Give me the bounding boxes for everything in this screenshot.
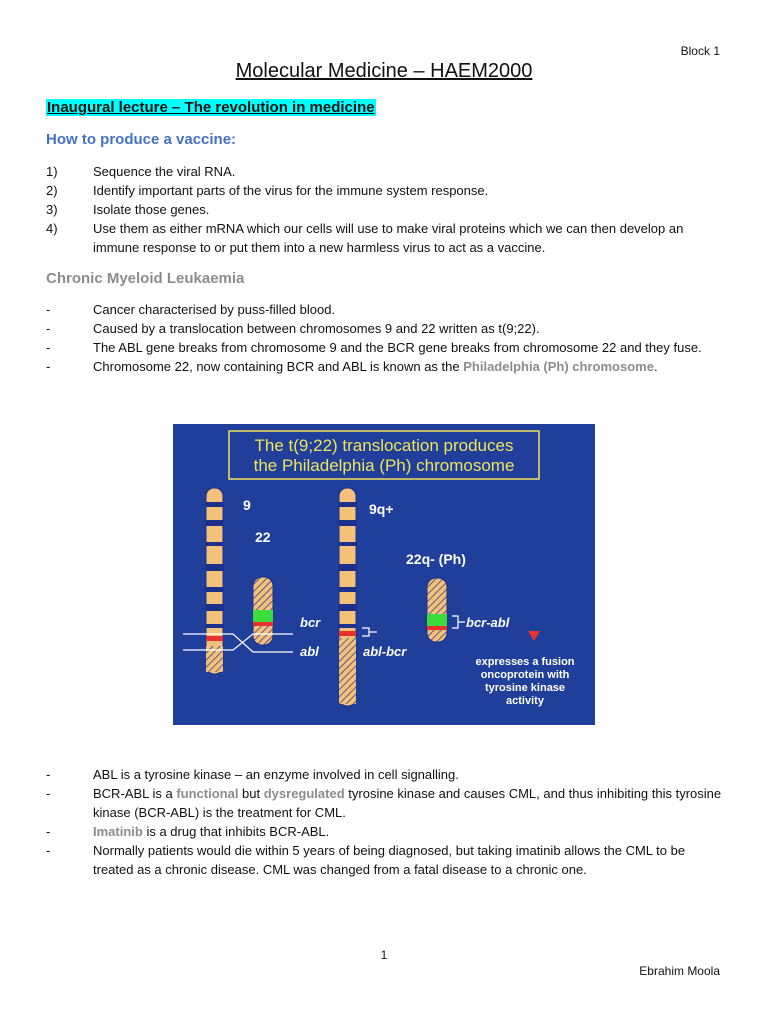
bullet-dash: - <box>46 843 51 858</box>
document-title: Molecular Medicine – HAEM2000 <box>235 60 533 82</box>
list-text: Caused by a translocation between chromosomes 9 and 22 written as t(9;22). <box>93 321 540 336</box>
functional-term: functional <box>176 786 239 801</box>
list-item <box>46 765 722 784</box>
list-text: Isolate those genes. <box>93 202 210 217</box>
block-label: Block 1 <box>680 44 720 58</box>
dysregulated-term: dysregulated <box>263 786 345 801</box>
list-text: Sequence the viral RNA. <box>93 164 236 179</box>
text-run: . <box>653 359 658 374</box>
list-item <box>46 357 722 376</box>
list-item <box>46 338 722 357</box>
figure-title-line1: The t(9;22) translocation produces <box>254 436 514 455</box>
list-item <box>46 181 722 200</box>
bullet-dash: - <box>46 824 51 839</box>
label-9q-plus: 9q+ <box>369 501 394 517</box>
philadelphia-chromosome <box>427 578 447 642</box>
label-abl-bcr: abl-bcr <box>363 644 407 659</box>
chromosome-9 <box>206 488 223 674</box>
fusion-note-line1: expresses a fusion <box>475 656 575 668</box>
fusion-note-line4: activity <box>506 695 544 707</box>
chromosome-22 <box>253 577 273 645</box>
list-item <box>46 841 722 879</box>
list-number: 3) <box>46 202 58 217</box>
text-run: BCR-ABL is a <box>93 786 177 801</box>
list-text: ABL is a tyrosine kinase – an enzyme involved in cell signalling. <box>93 767 459 782</box>
chromosome-9q-plus <box>339 488 356 706</box>
figure-title-line2: the Philadelphia (Ph) chromosome <box>253 456 515 475</box>
list-item <box>46 200 722 219</box>
list-text <box>93 822 722 841</box>
cml-bullet-list <box>46 300 722 376</box>
label-chromosome-22: 22 <box>255 529 271 545</box>
label-22q-ph: 22q- (Ph) <box>406 551 466 567</box>
bullet-dash: - <box>46 786 51 801</box>
translocation-figure <box>173 424 595 725</box>
page-number: 1 <box>380 948 388 962</box>
list-text <box>93 357 722 376</box>
list-text: Normally patients would die within 5 years of being diagnosed, but taking imatinib allows the CML to be treated as a chronic disease. CML was changed from a fatal disease to a chronic one. <box>93 843 686 877</box>
list-item <box>46 822 722 841</box>
text-run: but <box>238 786 264 801</box>
list-text <box>93 784 722 822</box>
list-number: 1) <box>46 164 58 179</box>
list-number: 4) <box>46 221 58 236</box>
bullet-dash: - <box>46 359 51 374</box>
author-name: Ebrahim Moola <box>639 964 720 978</box>
label-bcr-abl: bcr-abl <box>466 615 510 630</box>
list-item <box>46 300 722 319</box>
label-abl: abl <box>300 644 319 659</box>
list-item <box>46 162 722 181</box>
list-text: Identify important parts of the virus for the immune system response. <box>93 183 489 198</box>
text-run: is a drug that inhibits BCR-ABL. <box>142 824 330 839</box>
cml-heading: Chronic Myeloid Leukaemia <box>46 270 245 287</box>
bullet-dash: - <box>46 767 51 782</box>
list-item <box>46 319 722 338</box>
abl-bullet-list <box>46 765 722 879</box>
list-text: Cancer characterised by puss-filled blood. <box>93 302 336 317</box>
lecture-heading: Inaugural lecture – The revolution in medicine <box>47 99 375 116</box>
list-text: The ABL gene breaks from chromosome 9 and the BCR gene breaks from chromosome 22 and they fuse. <box>93 340 702 355</box>
bullet-dash: - <box>46 340 51 355</box>
vaccine-steps-list <box>46 162 722 257</box>
list-item <box>46 219 722 257</box>
list-text: Use them as either mRNA which our cells will use to make viral proteins which we can then develop an immune response to or put them into a new harmless virus to act as a vaccine. <box>93 221 684 255</box>
label-chromosome-9: 9 <box>243 497 251 513</box>
list-number: 2) <box>46 183 58 198</box>
bullet-dash: - <box>46 321 51 336</box>
fusion-note-line3: tyrosine kinase <box>484 682 566 694</box>
bullet-dash: - <box>46 302 51 317</box>
philadelphia-term: Philadelphia (Ph) chromosome <box>463 359 654 374</box>
vaccine-heading: How to produce a vaccine: <box>46 131 237 148</box>
fusion-note-line2: oncoprotein with <box>480 669 570 681</box>
imatinib-term: Imatinib <box>93 824 143 839</box>
label-bcr: bcr <box>300 615 321 630</box>
text-run: Chromosome 22, now containing BCR and ABL is known as the <box>93 359 464 374</box>
list-item <box>46 784 722 822</box>
text-run: tyrosine kinase and causes CML, and thus inhibiting this tyrosine kinase (BCR-ABL) is the treatment for CML. <box>93 786 722 820</box>
